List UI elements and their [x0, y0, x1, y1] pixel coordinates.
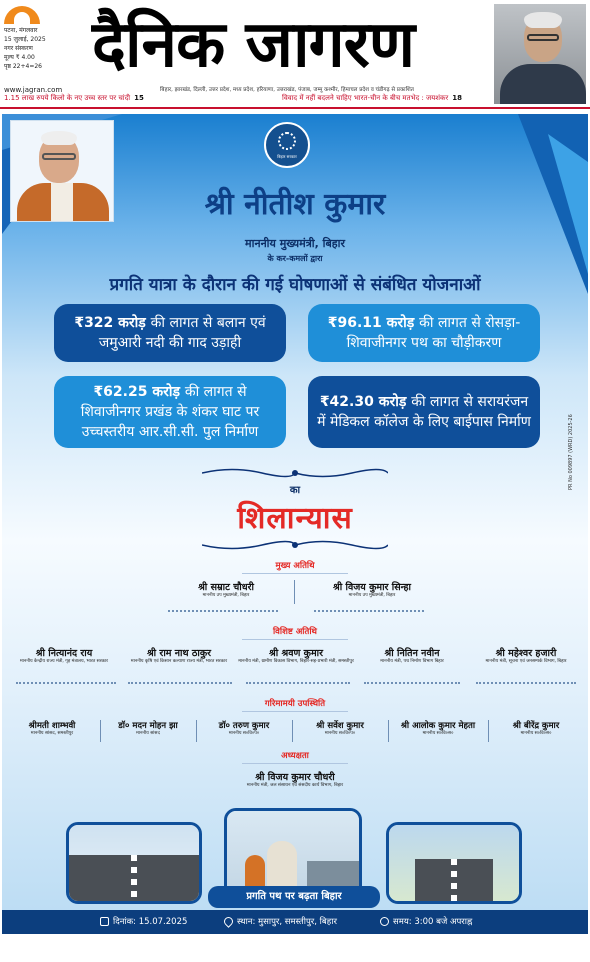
teaser-right-text: विवाद में नहीं बदलने चाहिए भारत-चीन के बीच मतभेद : जयशंकर	[282, 94, 449, 102]
event-time-text: समय: 3:00 बजे अपराह्न	[393, 917, 473, 927]
project-box	[54, 376, 286, 448]
guest-name: श्री नित्यानंद राय	[35, 648, 93, 659]
special-guest	[470, 646, 582, 665]
guest-designation: माननीय मंत्री, सूचना एवं जनसम्पर्क विभाग, बिहार	[485, 659, 567, 664]
location-pin-icon	[222, 915, 235, 928]
section-divider	[242, 573, 348, 574]
special-guest	[238, 646, 354, 665]
guest-designation: माननीय सांसद, समस्तीपुर	[30, 731, 74, 736]
city-day: पटना, मंगलवार	[4, 27, 38, 34]
guest-designation: माननीय उप मुख्यमंत्री, बिहार	[348, 593, 396, 598]
project-amount: ₹42.30 करोड़	[319, 394, 407, 410]
dotted-rule	[476, 682, 576, 684]
ornament-bottom-icon	[202, 538, 388, 552]
guest-name: श्री आलोक कुमार मेहता	[400, 721, 476, 731]
event-place-text: स्थान: मुसापुर, समस्तीपुर, बिहार	[237, 917, 337, 927]
newspaper-title: दैनिक जागरण	[92, 8, 415, 82]
chair-label: अध्यक्षता	[281, 751, 309, 761]
event-date	[100, 910, 187, 934]
section-divider	[242, 711, 348, 712]
dignitary	[100, 720, 196, 737]
event-date-text: दिनांक: 15.07.2025	[113, 917, 188, 927]
price: मूल्य ₹ 4.00	[4, 54, 35, 61]
guest-designation: माननीय स०वि०प०	[324, 731, 356, 736]
project-box	[308, 376, 540, 448]
shilanyas-heading: शिलान्यास	[237, 501, 353, 536]
project-amount: ₹322 करोड़	[74, 315, 146, 331]
chief-guest-label: मुख्य अतिथि	[275, 561, 315, 571]
project-amount: ₹62.25 करोड़	[93, 384, 180, 400]
by-hands-text: के कर-कमलों द्वारा	[267, 254, 323, 263]
separator	[100, 720, 101, 742]
project-text: की लागत से शिवाजीनगर प्रखंड के शंकर घाट पर उच्चस्तरीय आर.सी.सी. पुल निर्माण	[80, 384, 260, 440]
masthead-portrait	[494, 4, 586, 104]
calendar-icon	[100, 917, 109, 926]
dignitaries-label: गरिमामयी उपस्थिति	[264, 699, 326, 709]
chairperson	[195, 770, 395, 789]
project-amount: ₹96.11 करोड़	[327, 315, 415, 331]
guest-designation: माननीय सांसद	[136, 731, 160, 736]
guest-name: श्री सम्राट चौधरी	[198, 582, 254, 593]
special-guest	[8, 646, 120, 665]
dotted-rule	[128, 682, 232, 684]
chief-guest	[312, 580, 432, 599]
guest-designation: माननीय मंत्री, जल संसाधन एवं संसदीय कार्य विभाग, बिहार	[246, 783, 344, 788]
edition: नगर संस्करण	[4, 45, 33, 52]
teaser-left-text: 1.15 लाख रुपये किलो के नए उच्च स्तर पर चांदी	[4, 94, 131, 102]
event-place	[224, 910, 337, 934]
section-divider	[242, 763, 348, 764]
issue-date: 15 जुलाई, 2025	[4, 36, 46, 43]
teaser-right[interactable]	[282, 94, 462, 103]
guest-designation: माननीय स०वि०स०	[422, 731, 454, 736]
emblem-text: बिहार सरकार	[277, 154, 297, 159]
teaser-left[interactable]	[4, 94, 144, 103]
guest-designation: माननीय स०वि०स०	[520, 731, 552, 736]
guest-designation: माननीय मंत्री, पथ निर्माण विभाग बिहार	[380, 659, 444, 664]
guest-name: श्री बीरेंद्र कुमार	[512, 721, 560, 731]
guest-name: डॉ० तरुण कुमार	[218, 721, 270, 731]
dotted-rule	[246, 682, 350, 684]
project-box	[54, 304, 286, 362]
project-box	[308, 304, 540, 362]
government-advertisement	[2, 114, 588, 934]
dotted-rule	[314, 610, 424, 612]
dotted-rule	[364, 682, 460, 684]
ka-word: का	[289, 485, 301, 496]
guest-designation: माननीय मंत्री, ग्रामीण विकास विभाग, बिहार-सह-प्रभारी मंत्री, समस्तीपुर	[238, 659, 354, 664]
project-text: की लागत से बलान एवं जमुआरी नदी की गाद उड़ाही	[98, 315, 266, 351]
clock-icon	[380, 917, 389, 926]
dotted-rule	[16, 682, 116, 684]
separator	[292, 720, 293, 742]
cm-inspection-photo	[224, 808, 362, 898]
release-order-code: PR No 009897 (WRD) 2025-26	[568, 414, 574, 490]
masthead-divider	[0, 107, 590, 109]
dignitary	[388, 720, 488, 737]
guest-name: श्री राम नाथ ठाकुर	[146, 648, 212, 659]
progress-caption: प्रगति पथ पर बढ़ता बिहार	[208, 886, 380, 908]
separator	[488, 720, 489, 742]
guest-designation: माननीय स०वि०प०	[228, 731, 260, 736]
guest-name: श्रीमती शाम्भवी	[28, 721, 76, 731]
page-count: पृष्ठ 22+4=26	[4, 63, 42, 70]
guest-name: श्री महेश्वर हजारी	[495, 648, 557, 659]
dignitary	[4, 720, 100, 737]
guest-designation: माननीय उप मुख्यमंत्री, बिहार	[202, 593, 250, 598]
guest-designation: माननीय कृषि एवं किसान कल्याण राज्य मंत्री, भारत सरकार	[130, 659, 228, 664]
dotted-rule	[168, 610, 278, 612]
dignitary	[488, 720, 584, 737]
special-guest-label: विशिष्ट अतिथि	[272, 627, 317, 637]
event-time	[380, 910, 472, 934]
projects-heading: प्रगति यात्रा के दौरान की गई घोषणाओं से संबंधित योजनाओं	[109, 275, 481, 295]
section-divider	[242, 639, 348, 640]
road-photo-left	[66, 822, 202, 904]
teaser-left-page: 15	[134, 94, 144, 102]
project-text: की लागत से रोसड़ा-शिवाजीनगर पथ का चौड़ीकरण	[346, 315, 521, 351]
chief-minister-title: माननीय मुख्यमंत्री, बिहार	[245, 237, 345, 250]
dignitary	[196, 720, 292, 737]
guest-name: श्री विजय कुमार चौधरी	[255, 772, 335, 783]
road-photo-right	[386, 822, 522, 904]
edition-info	[4, 6, 64, 71]
bihar-government-emblem-icon	[264, 122, 310, 168]
chief-minister-name: श्री नीतीश कुमार	[204, 187, 386, 222]
separator	[294, 580, 295, 604]
guest-name: श्री श्रवण कुमार	[268, 648, 323, 659]
special-guest	[358, 646, 466, 665]
guest-designation: माननीय केन्द्रीय राज्य मंत्री, गृह मंत्रालय, भारत सरकार	[19, 659, 109, 664]
guest-name: श्री नितिन नवीन	[384, 648, 440, 659]
teaser-right-page: 18	[452, 94, 463, 102]
guest-name: डॉ० मदन मोहन झा	[118, 721, 178, 731]
event-details-bar	[2, 910, 588, 934]
guest-name: श्री विजय कुमार सिन्हा	[333, 582, 411, 593]
published-regions: बिहार, झारखंड, दिल्ली, उत्तर प्रदेश, मध्य प्रदेश, हरियाणा, उत्तराखंड, पंजाब, जम्मू कश्मीर, हिमाचल प्रदेश व चंडीगढ़ से प्रकाशित	[160, 87, 414, 93]
jagran-sun-logo-icon	[4, 6, 40, 24]
project-text: की लागत से सरायरंजन में मेडिकल कॉलेज के लिए बाईपास निर्माण	[317, 394, 531, 430]
ornament-top-icon	[202, 466, 388, 480]
special-guest	[122, 646, 236, 665]
separator	[196, 720, 197, 742]
chief-guest	[166, 580, 286, 599]
guest-name: श्री सर्वेश कुमार	[316, 721, 364, 731]
separator	[388, 720, 389, 742]
dignitary	[292, 720, 388, 737]
website-link[interactable]: www.jagran.com	[4, 86, 63, 94]
